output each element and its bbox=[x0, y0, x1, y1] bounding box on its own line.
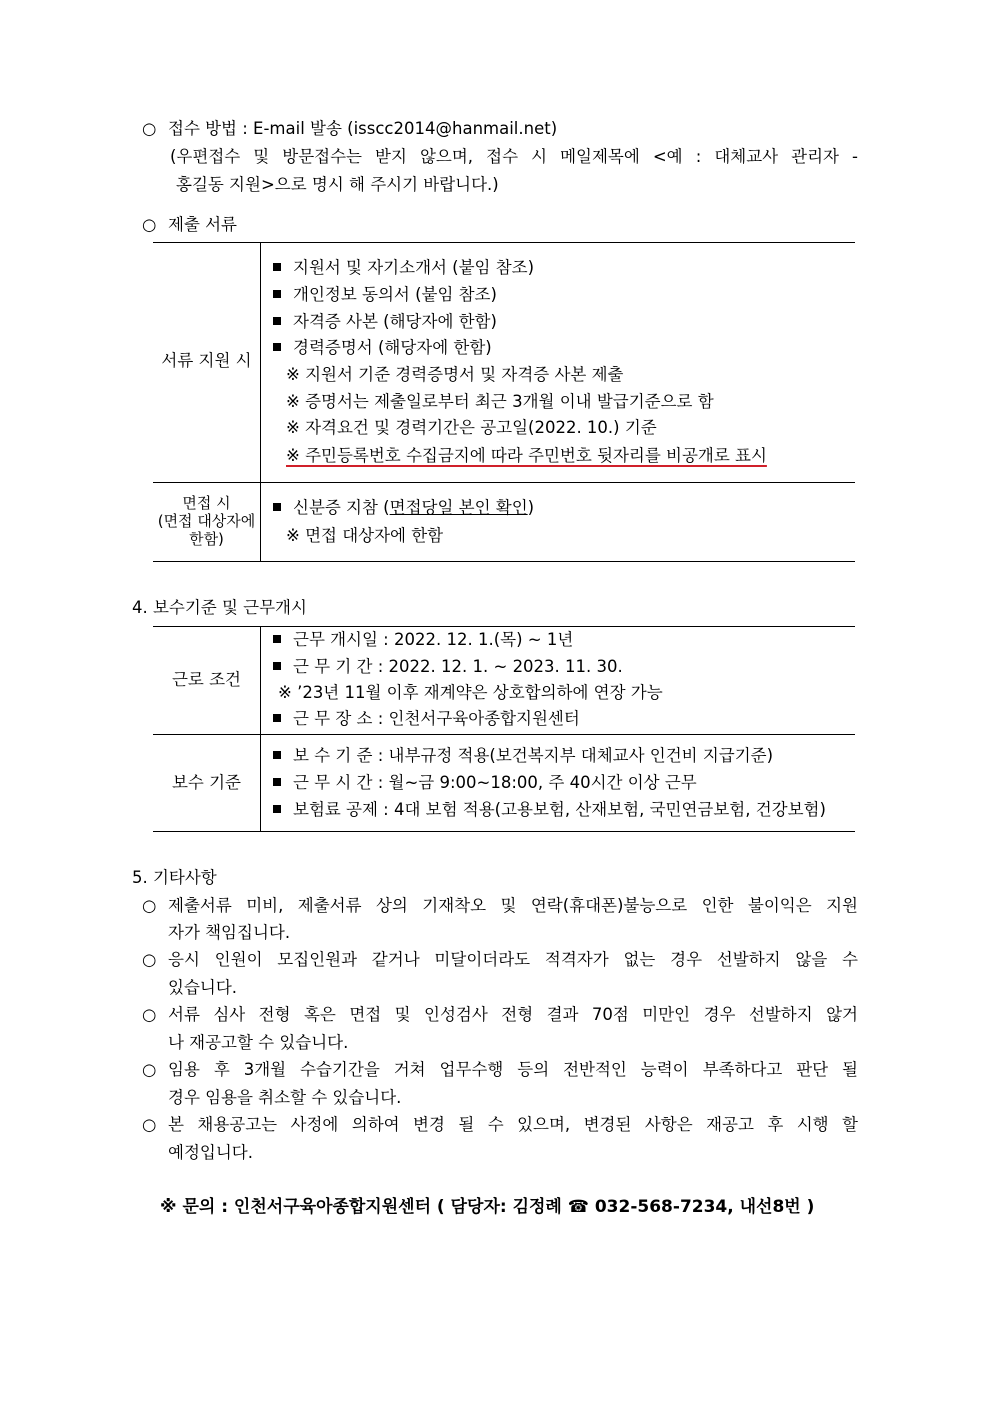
note-item: ※ 지원서 기준 경력증명서 및 자격증 사본 제출 bbox=[286, 365, 624, 384]
section5-item-5-line2: 예정입니다. bbox=[168, 1143, 253, 1162]
docs-row2-label: 면접 시 (면접 대상자에 한함) bbox=[157, 494, 256, 548]
section4-title: 4. 보수기준 및 근무개시 bbox=[132, 598, 307, 617]
section5-item-4-line2: 경우 임용을 취소할 수 있습니다. bbox=[168, 1088, 402, 1107]
section5-item-1-line1: 제출서류 미비, 제출서류 상의 기재착오 및 연락(휴대폰)불능으로 인한 불이익은 지원 bbox=[168, 896, 858, 915]
list-item: 경력증명서 (해당자에 한함) bbox=[273, 337, 492, 359]
method-line-2: (우편접수 및 방문접수는 받지 않으며, 접수 시 메일제목에 <예 : 대체교사 관리자 - bbox=[170, 147, 858, 166]
method-line-3: 홍길동 지원>으로 명시 해 주시기 바랍니다.) bbox=[176, 175, 499, 194]
section5-item-3-line2: 나 재공고할 수 있습니다. bbox=[168, 1033, 349, 1052]
bullet-circle: ○ bbox=[142, 1005, 157, 1024]
docs-row1-label: 서류 지원 시 bbox=[161, 351, 252, 370]
section5-item-1-line2: 자가 책임집니다. bbox=[168, 923, 291, 942]
list-item: 보 수 기 준 : 내부규정 적용(보건복지부 대체교사 인건비 지급기준) bbox=[273, 745, 773, 767]
docs-heading bbox=[142, 214, 237, 236]
section5-title: 5. 기타사항 bbox=[132, 868, 217, 887]
section4-row2-label: 보수 기준 bbox=[171, 773, 241, 792]
note-item: ※ 증명서는 제출일로부터 최근 3개월 이내 발급기준으로 함 bbox=[286, 392, 714, 411]
bullet-circle: ○ bbox=[142, 1115, 157, 1134]
section5-item-2-line1: 응시 인원이 모집인원과 같거나 미달이더라도 적격자가 없는 경우 선발하지 않을 수 bbox=[168, 950, 858, 969]
section4-row1-label: 근로 조건 bbox=[171, 670, 241, 689]
list-item: 근 무 시 간 : 월~금 9:00~18:00, 주 40시간 이상 근무 bbox=[273, 772, 697, 794]
list-item: 개인정보 동의서 (붙임 참조) bbox=[273, 284, 497, 306]
section5-item-5-line1: 본 채용공고는 사정에 의하여 변경 될 수 있으며, 변경된 사항은 재공고 후 시행 할 bbox=[168, 1115, 858, 1134]
list-item: 근 무 기 간 : 2022. 12. 1. ~ 2023. 11. 30. bbox=[273, 656, 623, 678]
list-item: 보험료 공제 : 4대 보험 적용(고용보험, 산재보험, 국민연금보험, 건강보험) bbox=[273, 799, 826, 821]
section5-item-4-line1: 임용 후 3개월 수습기간을 거쳐 업무수행 등의 전반적인 능력이 부족하다고 판단 될 bbox=[168, 1060, 858, 1079]
bullet-circle: ○ bbox=[142, 215, 157, 234]
contact-line: ※ 문의 : 인천서구육아종합지원센터 ( 담당자: 김정례 ☎ 032-568-7234, 내선8번 ) bbox=[160, 1197, 815, 1217]
list-item: 근무 개시일 : 2022. 12. 1.(목) ~ 1년 bbox=[273, 629, 573, 651]
note-item-red-underline: ※ 주민등록번호 수집금지에 따라 주민번호 뒷자리를 비공개로 표시 bbox=[286, 446, 767, 465]
bullet-circle: ○ bbox=[142, 896, 157, 915]
bullet-circle: ○ bbox=[142, 119, 157, 138]
section5-item-3-line1: 서류 심사 전형 혹은 면접 및 인성검사 전형 결과 70점 미만인 경우 선발하지 않거 bbox=[168, 1005, 858, 1024]
docs-title: 제출 서류 bbox=[168, 215, 238, 234]
list-item: 지원서 및 자기소개서 (붙임 참조) bbox=[273, 257, 534, 279]
note-item: ※ ’23년 11월 이후 재계약은 상호합의하에 연장 가능 bbox=[278, 683, 663, 702]
list-item: 근 무 장 소 : 인천서구육아종합지원센터 bbox=[273, 708, 580, 730]
list-item: 자격증 사본 (해당자에 한함) bbox=[273, 311, 497, 333]
bullet-circle: ○ bbox=[142, 950, 157, 969]
bullet-circle: ○ bbox=[142, 1060, 157, 1079]
method-text: 접수 방법 : E-mail 발송 (isscc2014@hanmail.net) bbox=[168, 119, 558, 138]
list-item: 신분증 지참 (면접당일 본인 확인) bbox=[273, 497, 534, 519]
method-line-1 bbox=[142, 118, 557, 140]
note-item: ※ 자격요건 및 경력기간은 공고일(2022. 10.) 기준 bbox=[286, 418, 657, 437]
note-item: ※ 면접 대상자에 한함 bbox=[286, 526, 444, 545]
section5-item-2-line2: 있습니다. bbox=[168, 978, 238, 997]
